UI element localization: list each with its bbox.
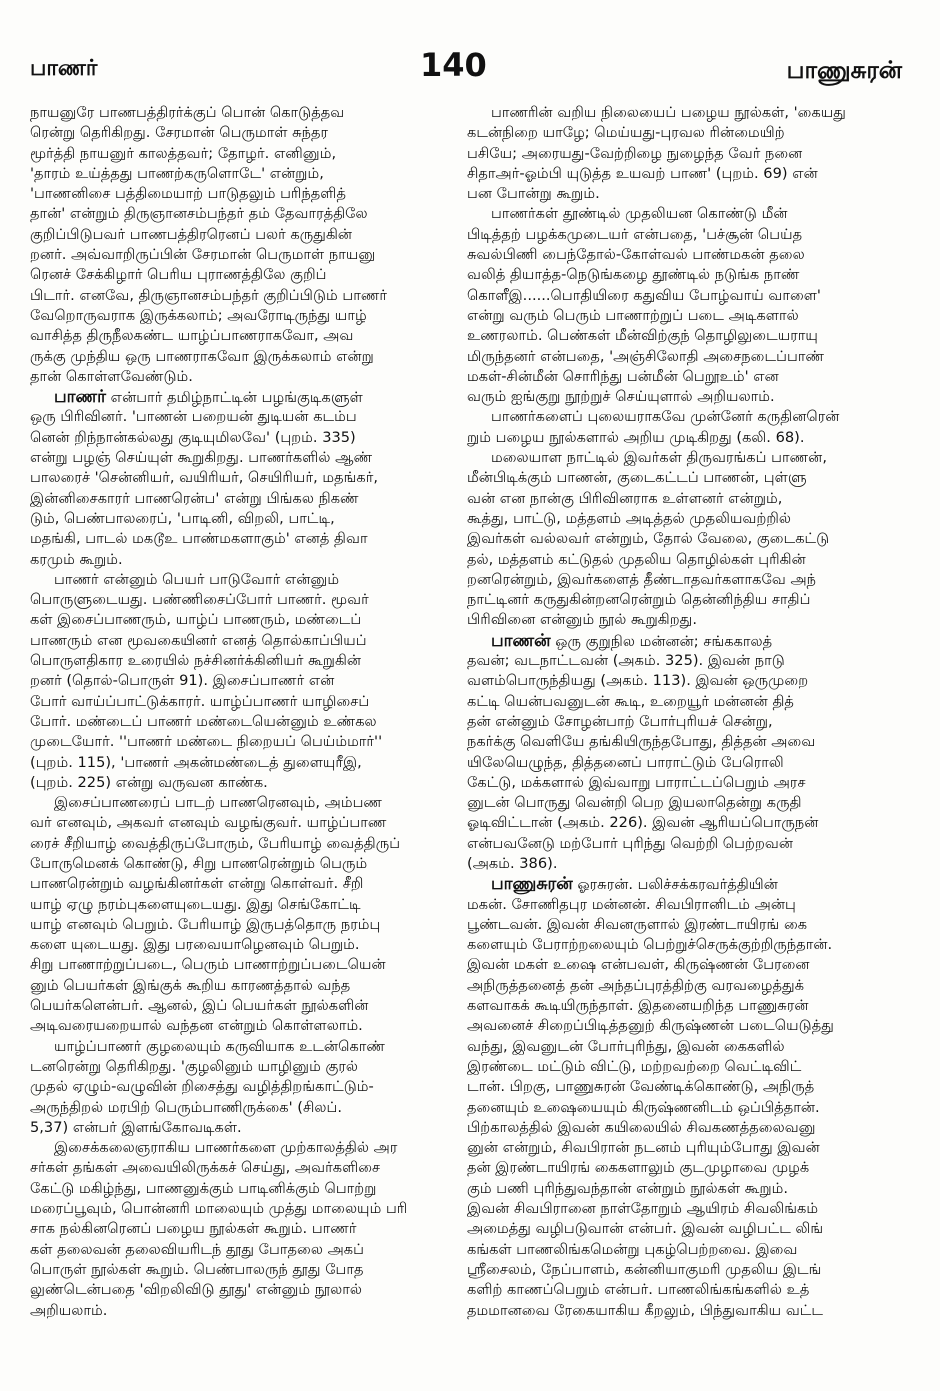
line-text: வாசித்த திருநீலகண்ட யாழ்ப்பாணராகவோ, அவ [30,327,354,345]
text-line [30,631,468,651]
line-text: இசைப்பாணரைப் பாடற் பாணரெனவும், அம்பண [54,794,383,812]
headword: பாணர் [54,387,107,408]
text-line [30,428,468,448]
headword: பாணன் [491,630,551,651]
running-head-right: பாணுசுரன் [786,56,902,84]
line-text: தனையும் உஷையையும் கிருஷ்ணனிடம் ஒப்பித்தான். [467,1098,820,1116]
text-line [30,265,468,285]
text-line [467,265,905,285]
text-line [30,813,468,833]
line-text: னும் பெயர்கள் இங்குக் கூறிய காரணத்தால் வந்த [30,976,351,994]
text-line [30,103,468,123]
text-line [30,1118,468,1138]
line-text: வன் என நான்கு பிரிவினராக உள்ளனர் என்றும், [467,489,783,507]
line-text: கேட்டு, மக்களால் இவ்வாறு பாராட்டப்பெறும் அரச [467,773,806,791]
text-line [467,468,905,488]
text-line [30,407,468,427]
line-text: கரமும் கூறும். [30,550,123,568]
text-line [467,1158,905,1178]
line-text: றனரென்றும், இவர்களைத் தீண்டாதவர்களாகவே அந் [467,570,817,588]
line-text: தான்' என்றும் திருஞானசம்பந்தர் தம் தேவாரத்திலே [30,205,368,223]
text-line [30,204,468,224]
line-text: னுடன் பொருது வென்றி பெற இயலாதென்று கருதி [467,794,802,812]
line-text: பொருள் நூல்கள் கூறும். பெண்பாலருந் தூது போத [30,1260,364,1278]
line-text: மரைப்பூவும், பொன்னரி மாலையும் முத்து மாலையும் பரி [30,1200,408,1218]
text-line [467,712,905,732]
line-text: மீன்பிடிக்கும் பாணன், குடைகட்டப் பாணன், புள்ளு [467,469,807,487]
text-line [30,1098,468,1118]
line-text: (புறம். 115), 'பாணர் அகன்மண்டைத் துளையுரீஇ, [30,753,362,771]
text-line [30,1138,468,1158]
text-line [30,1199,468,1219]
line-text: இன்னிசைகாரர் பாணரென்ப' என்று பிங்கல நிகண் [30,489,359,507]
line-text: அடிவரையறையால் வந்தன என்றும் கொள்ளலாம். [30,1017,363,1035]
text-line [467,387,905,407]
line-text: ருக்கு முந்திய ஒரு பாணராகவோ இருக்கலாம் என்று [30,347,374,365]
text-line [30,286,468,306]
line-text: தான் கொள்ளவேண்டும். [30,367,193,385]
text-line [30,448,468,468]
text-line [467,1016,905,1036]
line-text: களையும் பேராற்றலையும் பெற்றுச்செருக்குற்றிருந்தான். [467,936,833,954]
line-text: யாழ்ப்பாணர் குழலையும் கருவியாக உடன்கொண் [54,1037,385,1055]
text-line [30,245,468,265]
line-text: பொருளதிகார உரையில் நச்சினர்க்கினியர் கூறுகின் [30,652,362,670]
text-line [30,1158,468,1178]
line-text: களவாகக் கூடியிருந்தாள். இதனையறிந்த பாணுசுரன் [467,997,809,1015]
line-text: பாணரென்றும் வழங்கினர்கள் என்று கொள்வர். சீறி [30,875,364,893]
line-text: கூத்து, பாட்டு, மத்தளம் அடித்தல் முதலியவற்றில் [467,509,792,527]
text-line [30,550,468,570]
text-line [467,996,905,1016]
text-line [467,813,905,833]
line-text: பாலரைச் 'சென்னியர், வயிரியர், செயிரியர், மதங்கர், [30,469,378,487]
text-line [30,1037,468,1057]
line-text: மூர்த்தி நாயனுர் காலத்தவர்; தோழர். எனினும், [30,144,337,162]
line-text: வரும் ஐங்குறு நூற்றுச் செய்யுளால் அறியலாம். [467,388,775,406]
text-line [467,692,905,712]
line-text: களிற் காணப்பெறும் என்பர். பாணலிங்கங்களில் உத் [467,1281,810,1299]
text-line [467,1240,905,1260]
line-text: பசியே; அரையது-வேற்றிழை நுழைந்த வேர் நனை [467,144,803,162]
line-text: முதல் ஏழும்-வழுவின் றிசைத்து வழித்திறங்காட்டும்- [30,1078,374,1096]
line-text: சுவல்பிணி பைந்தோல்-கோள்வல் பாண்மகன் தலை [467,246,805,264]
text-line [30,651,468,671]
text-line [467,1199,905,1219]
line-text: பாணர்கள் தூண்டில் முதலியன கொண்டு மீன் [491,205,788,223]
line-text: நாட்டினர் கருதுகின்றனரென்றும் தென்னிந்திய சாதிப் [467,591,811,609]
text-line [30,692,468,712]
line-text: கட்டி யென்பவனுடன் கூடி, உறையூர் மன்னன் தித் [467,692,794,710]
line-text: என்பார் தமிழ்நாட்டின் பழங்குடிகளுள் [106,389,363,407]
text-line [30,895,468,915]
text-line [30,834,468,854]
line-text: 5,37) என்பர் இளங்கோவடிகள். [30,1118,242,1136]
line-text: பூண்டவன். இவன் சிவனருளால் இரண்டாயிரங் கை [467,915,808,933]
line-text: அநிருத்தனைத் தன் அந்தப்புரத்திற்கு வரவழைத்துக் [467,976,805,994]
text-line [30,996,468,1016]
text-line [467,793,905,813]
text-line [467,570,905,590]
text-line [30,326,468,346]
line-text: உணரலாம். பெண்கள் மீன்விற்குந் தொழிலுடையராயு [467,327,818,345]
line-text: கும் பணி புரிந்துவந்தான் என்றும் நூல்கள் கூறும். [467,1179,789,1197]
text-line [467,1219,905,1239]
text-line [30,1016,468,1036]
line-text: 'பாணனிசை பத்திமையாற் பாடுதலும் பரிந்தளித் [30,185,346,203]
line-text: இவன் சிவபிரானை நாள்தோறும் ஆயிரம் சிவலிங்கம் [467,1200,819,1218]
text-line [467,976,905,996]
line-text: கங்கள் பாணலிங்கமென்று புகழ்பெற்றவை. இவை [467,1240,798,1258]
line-text: குறிப்பிடுபவர் பாணபத்திரரெனப் பலர் கருதுகின் [30,225,353,243]
text-line [467,529,905,549]
headword: பாணுசுரன் [491,874,573,895]
text-line [467,1037,905,1057]
text-line [30,793,468,813]
text-line [467,286,905,306]
line-text: அமைத்து வழிபடுவான் என்பர். இவன் வழிபட்ட லிங் [467,1220,824,1238]
line-text: றனர். அவ்வாறிருப்பின் சேரமான் பெருமாள் நாயனு [30,246,376,264]
line-text: நகர்க்கு வெளியே தங்கியிருந்தபோது, தித்தன் அவை [467,733,816,751]
text-line [467,347,905,367]
text-line [467,1301,905,1321]
line-text: என்பவனேடு மற்போர் புரிந்து வெற்றி பெற்றவன் [467,834,794,852]
line-text: (புறம். 225) என்று வருவன காண்க. [30,773,268,791]
line-text: னுன் என்றும், சிவபிரான் நடனம் புரியும்போது இவன் [467,1139,820,1157]
text-line [467,651,905,671]
text-line [30,306,468,326]
line-text: சிதாஅர்-ஓம்பி யுடுத்த உயவற் பாண' (புறம். 69) என் [467,164,818,182]
text-line [30,387,468,407]
line-text: பெயர்களென்பர். ஆனல், இப் பெயர்கள் நூல்களின் [30,997,369,1015]
line-text: நாயனுரே பாணபத்திரர்க்குப் பொன் கொடுத்தவ [30,104,345,121]
text-line [30,976,468,996]
text-line [467,164,905,184]
text-line [467,407,905,427]
line-text: சாக நல்கினரெனப் பழைய நூல்கள் கூறும். பாணர் [30,1220,357,1238]
text-line [30,1260,468,1280]
text-line [467,144,905,164]
text-line [467,1057,905,1077]
text-line [467,367,905,387]
page-header [0,0,940,96]
text-line [30,367,468,387]
line-text: போருமெனக் கொண்டு, சிறு பாணரென்றும் பெரும் [30,854,368,872]
text-line [30,509,468,529]
text-line [467,753,905,773]
line-text: தன் இரண்டாயிரங் கைகளாலும் குடமுழாவை முழக் [467,1159,810,1177]
line-text: என்று வரும் பெரும் பாணாற்றுப் படை அடிகளால் [467,306,799,324]
line-text: அறியலாம். [30,1301,108,1319]
text-line [467,245,905,265]
text-line [467,773,905,793]
text-line [30,1240,468,1260]
text-line [467,631,905,651]
line-text: பொருளுடையது. பண்ணிசைப்போர் பாணர். மூவர் [30,591,369,609]
text-line [30,712,468,732]
text-line [467,1138,905,1158]
running-head-left: பாணர் [30,56,98,81]
line-text: மிருந்தனர் என்பதை, 'அஞ்சிலோதி அசைநடைப்பாண் [467,347,825,365]
right-column [467,103,905,1381]
text-line [467,1179,905,1199]
line-text: களை யுடையது. இது பரவையாழெனவும் பெறும். [30,936,360,954]
text-line [467,610,905,630]
line-text: என்று பழஞ் செய்யுள் கூறுகிறது. பாணர்களில் ஆண் [30,449,373,467]
line-text: பாணரின் வறிய நிலையைப் பழைய நூல்கள், 'கையது [491,104,846,121]
line-text: யாழ் எனவும் பெறும். பேரியாழ் இருபத்தொரு நரம்பு [30,915,381,933]
text-line [30,1057,468,1077]
line-text: டும், பெண்பாலரைப், 'பாடினி, விறலி, பாட்டி, [30,509,335,527]
line-text: தமமானவை ரேகையாகிய கீறலும், பிந்துவாகிய வட்ட [467,1301,824,1319]
line-text: டான். பிறகு, பாணுசுரன் வேண்டிக்கொண்டு, அநிருத் [467,1078,815,1096]
line-text: வந்து, இவனுடன் போர்புரிந்து, இவன் கைகளில் [467,1037,785,1055]
line-text: பன போன்று கூறும். [467,185,600,203]
text-line [30,955,468,975]
text-line [467,590,905,610]
text-line [467,103,905,123]
text-line [467,732,905,752]
text-line [467,509,905,529]
text-line [30,773,468,793]
line-text: பிற்காலத்தில் இவன் கயிலையில் சிவகணத்தலைவனு [467,1118,816,1136]
line-text: ரெனச் சேக்கிழார் பெரிய புராணத்திலே குறிப் [30,266,327,284]
text-line [467,489,905,509]
line-text: பாணர்களைப் புலையராகவே முன்னேர் கருதினரென் [491,408,840,426]
line-text: ரென்று தெரிகிறது. சேரமான் பெருமாள் சுந்தர [30,124,329,142]
line-text: போர் வாய்ப்பாட்டுக்காரர். யாழ்ப்பாணர் யாழிசைப் [30,692,370,710]
line-text: வலித் தியாத்த-நெடுங்கழை தூண்டில் நடுங்க நாண் [467,266,800,284]
line-text: தன் என்னும் சோழன்பாற் போர்புரியச் சென்று, [467,712,773,730]
text-line [467,854,905,874]
text-line [467,204,905,224]
line-text: னென் றிந்நான்கல்லது குடியுமிலவே' (புறம். 335) [30,428,356,446]
text-line [30,915,468,935]
line-text: இரண்டை மட்டும் விட்டு, மற்றவற்றை வெட்டிவிட் [467,1057,802,1075]
line-text: யிலேயெழுந்த, தித்தனைப் பாராட்டும் பேரொலி [467,753,784,771]
text-line [30,225,468,245]
line-text: டனரென்று தெரிகிறது. 'குழலினும் யாழினும் குரல் [30,1057,359,1075]
text-line [30,935,468,955]
text-line [467,184,905,204]
line-text: சர்கள் தங்கள் அவையிலிருக்கச் செய்து, அவர்களிசை [30,1159,381,1177]
text-line [467,874,905,894]
text-line [30,1301,468,1321]
line-text: லுண்டென்பதை 'விறலிவிடு தூது' என்னும் நூலால் [30,1281,362,1299]
left-column [30,103,468,1381]
text-line [30,1077,468,1097]
text-line [467,915,905,935]
line-text: போர். மண்டைப் பாணர் மண்டையென்னும் உண்கல [30,712,377,730]
text-line [30,489,468,509]
line-text: கள் தலைவன் தலைவியரிடந் தூது போதலை அகப் [30,1240,364,1258]
text-line [467,306,905,326]
line-text: 'தாரம் உய்த்தது பாணற்கருளொடே' என்றும், [30,164,324,182]
text-line [467,428,905,448]
page-number: 140 [420,46,487,84]
line-text: அவனைச் சிறைப்பிடித்தனுற் கிருஷ்ணன் படையெடுத்து [467,1017,834,1035]
line-text: இசைக்கலைஞராகிய பாணர்களை முற்காலத்தில் அர [54,1139,398,1157]
text-line [467,550,905,570]
line-text: பாணரும் என மூவகையினர் எனத் தொல்காப்பியப் [30,631,367,649]
line-text: அருந்திறல் மரபிற் பெரும்பாணிருக்கை' (சிலப். [30,1098,342,1116]
text-line [30,1219,468,1239]
line-text: மகள்-சின்மீன் சொரிந்து பன்மீன் பெறூஉம்' என [467,367,779,385]
text-line [30,144,468,164]
line-text: கடன்நிறை யாழே; மெய்யது-புரவல ரின்மையிற் [467,124,785,142]
line-text: றனர் (தொல்-பொருள் 91). இசைப்பாணர் என் [30,672,335,690]
line-text: ஓடிவிட்டான் (அகம். 226). இவன் ஆரியப்பொருநன் [467,814,819,832]
line-text: சிறு பாணாற்றுப்படை, பெரும் பாணாற்றுப்படையென் [30,956,386,974]
line-text: ஒரு குறுநில மன்னன்; சங்ககாலத் [550,632,773,650]
text-line [467,448,905,468]
text-line [30,671,468,691]
line-text: தல், மத்தளம் கட்டுதல் முதலிய தொழில்கள் புரிகின் [467,550,806,568]
line-text: தவன்; வடநாட்டவன் (அகம். 325). இவன் நாடு [467,652,785,670]
text-line [30,529,468,549]
line-text: இவன் மகள் உஷை என்பவள், கிருஷ்ணன் பேரனை [467,956,810,974]
line-text: வேறொருவராக இருக்கலாம்; அவரோடிருந்து யாழ் [30,306,367,324]
text-line [30,468,468,488]
text-line [467,895,905,915]
line-text: பிடார். எனவே, திருஞானசம்பந்தர் குறிப்பிடும் பாணர் [30,286,388,304]
line-text: கள் இசைப்பாணரும், யாழ்ப் பாணரும், மண்டைப் [30,611,362,629]
text-line [30,610,468,630]
line-text: வர் எனவும், அகவர் எனவும் வழங்குவர். யாழ்ப்பாண [30,814,387,832]
line-text: வளம்பொருந்தியது (அகம். 113). இவன் ஒருமுறை [467,672,809,690]
text-line [30,590,468,610]
text-line [467,1098,905,1118]
line-text: மலையாள நாட்டில் இவர்கள் திருவரங்கப் பாணன், [491,449,827,467]
line-text: பிடித்தற் பழக்கமுடையர் என்பதை, 'பச்சூன் பெய்த [467,225,803,243]
text-line [467,1118,905,1138]
line-text: கேட்டு மகிழ்ந்து, பாணனுக்கும் பாடினிக்கும் பொற்று [30,1179,377,1197]
text-line [30,570,468,590]
text-line [30,164,468,184]
line-text: பாணர் என்னும் பெயர் பாடுவோர் என்னும் [54,570,340,588]
text-line [467,1280,905,1300]
text-line [30,732,468,752]
line-text: ஸ்ரீசைலம், நேப்பாளம், கன்னியாகுமரி முதலிய இடங் [467,1260,822,1278]
line-text: மதங்கி, பாடல் மகடூஉ பாண்மகளாகும்' எனத் திவா [30,530,368,548]
text-line [30,184,468,204]
text-line [30,874,468,894]
text-line [467,671,905,691]
line-text: யாழ் ஏழு நரம்புகளையுடையது. இது செங்கோட்டி [30,895,361,913]
line-text: ரைச் சீறியாழ் வைத்திருப்போரும், பேரியாழ் வைத்திருப் [30,834,401,852]
line-text: மகன். சோணிதபுர மன்னன். சிவபிரானிடம் அன்பு [467,895,796,913]
text-line [467,955,905,975]
text-line [467,935,905,955]
line-text: முடையோர். ''பாணர் மண்டை நிறையப் பெய்ம்மார்'' [30,733,383,751]
line-text: ஒரு பிரிவினர். 'பாணன் பறையன் துடியன் கடம்ப [30,408,357,426]
text-line [467,225,905,245]
line-text: பிரிவினை என்னும் நூல் கூறுகிறது. [467,611,697,629]
text-line [30,123,468,143]
text-line [30,1179,468,1199]
text-line [30,347,468,367]
text-line [467,1077,905,1097]
text-line [467,123,905,143]
text-line [30,1280,468,1300]
line-text: (அகம். 386). [467,854,558,872]
line-text: றும் பழைய நூல்களால் அறிய முடிகிறது (கலி. 68). [467,428,805,446]
text-line [30,854,468,874]
line-text: கொளீஇ......பொதியிரை கதுவிய போழ்வாய் வாளை' [467,286,821,304]
line-text: இவர்கள் வல்லவர் என்றும், தோல் வேலை, குடைகட்டு [467,530,830,548]
text-line [467,1260,905,1280]
text-line [467,326,905,346]
text-line [30,753,468,773]
text-line [467,834,905,854]
line-text: ஓரசுரன். பலிச்சக்கரவர்த்தியின் [572,876,778,894]
